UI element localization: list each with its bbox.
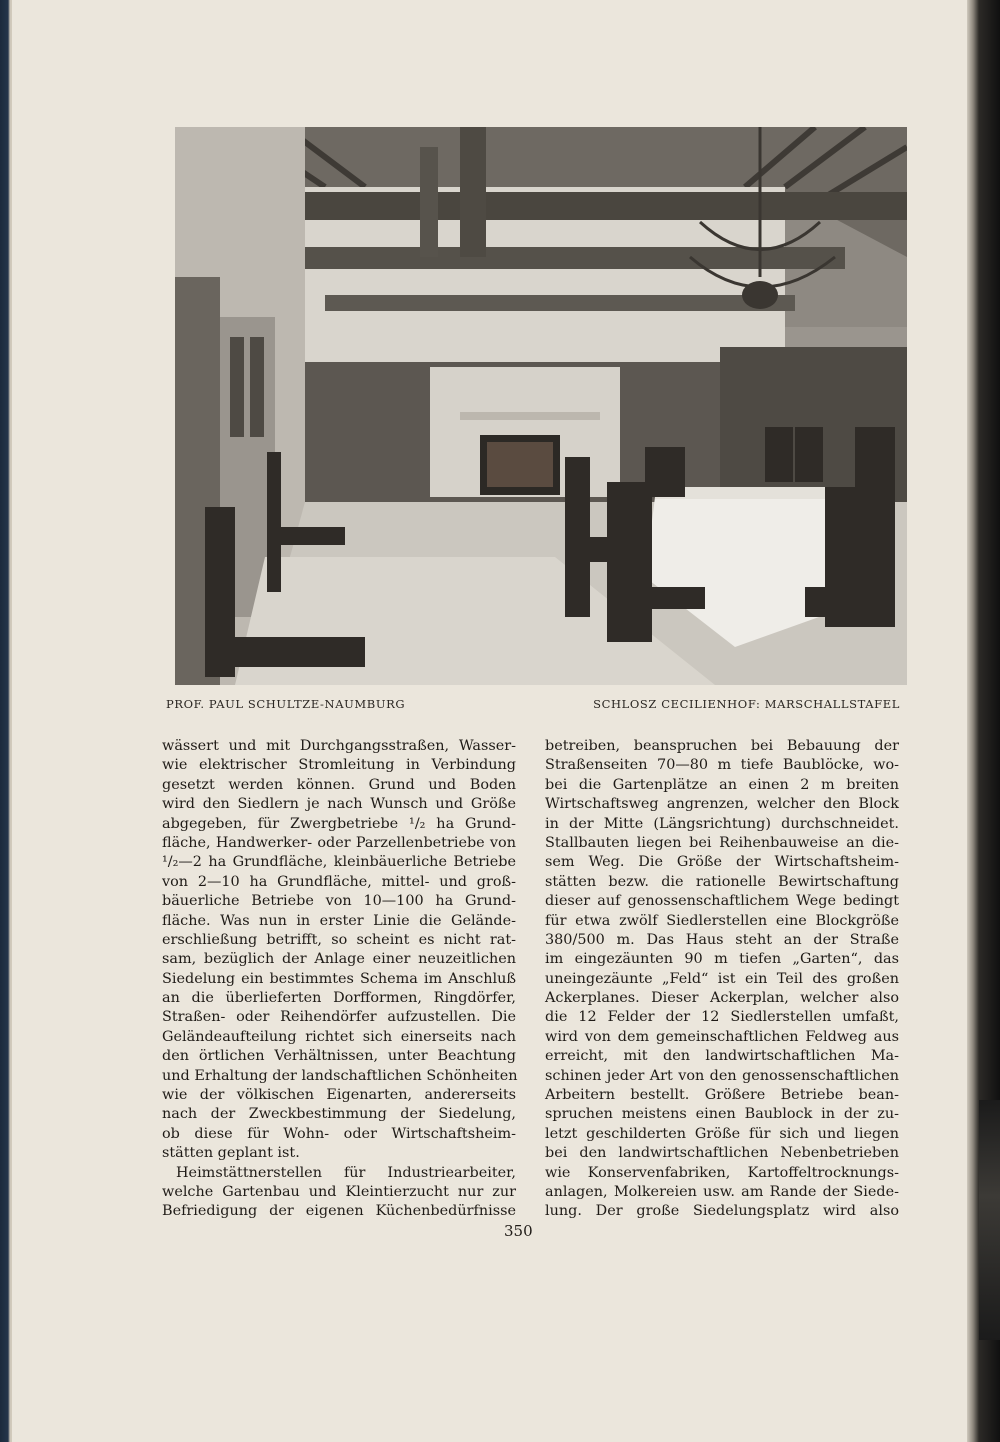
text-line: erschließung betrifft, so scheint es nicht rat- — [162, 931, 516, 948]
spine-shadow — [979, 1100, 1000, 1340]
text-line: fläche. Was nun in erster Linie die Gelände- — [162, 912, 516, 929]
text-column-left — [162, 737, 516, 1222]
text-line: 380/500 m. Das Haus steht an der Straße — [545, 931, 899, 948]
text-line: stätten bezw. die rationelle Bewirtschaftung — [545, 873, 899, 890]
text-line: Arbeitern bestellt. Größere Betriebe bean- — [545, 1087, 899, 1104]
text-line: uneingezäunte „Feld“ ist ein Teil des großen — [545, 970, 899, 987]
text-line: bäuerliche Betriebe von 10—100 ha Grund- — [162, 893, 516, 910]
text-line: abgegeben, für Zwergbetriebe ¹/₂ ha Grund- — [162, 815, 516, 832]
text-line: fläche, Handwerker- oder Parzellenbetriebe von — [162, 834, 516, 851]
page-number: 350 — [504, 1222, 533, 1240]
text-line: erreicht, mit den landwirtschaftlichen Ma- — [545, 1048, 899, 1065]
text-line: in der Mitte (Längsrichtung) durchschneidet. — [545, 815, 899, 832]
text-line: für etwa zwölf Siedlerstellen eine Blockgröße — [545, 912, 899, 929]
text-line: und Erhaltung der landschaftlichen Schönheiten — [162, 1067, 518, 1084]
photo-caption-author: PROF. PAUL SCHULTZE-NAUMBURG — [166, 697, 406, 711]
text-line: Stallbauten liegen bei Reihenbauweise an die- — [545, 834, 899, 851]
text-line: den örtlichen Verhältnissen, unter Beachtung — [162, 1048, 516, 1065]
text-line: dieser auf genossenschaftlichem Wege bedingt — [545, 893, 899, 910]
text-line: Wirtschaftsweg angrenzen, welcher den Block — [545, 796, 899, 813]
text-line: stätten geplant ist. — [162, 1145, 300, 1162]
text-line: anlagen, Molkereien usw. am Rande der Siede- — [545, 1183, 899, 1200]
text-line: lung. Der große Siedelungsplatz wird also — [545, 1203, 899, 1220]
text-line: schinen jeder Art von den genossenschaftlichen — [545, 1067, 899, 1084]
text-line: Geländeaufteilung richtet sich einerseits nach — [162, 1028, 516, 1045]
text-line: nach der Zweckbestimmung der Siedelung, — [162, 1106, 516, 1123]
text-column-right — [545, 737, 899, 1222]
text-line: ¹/₂—2 ha Grundfläche, kleinbäuerliche Betriebe — [162, 854, 516, 871]
text-line: bei die Gartenplätze an einen 2 m breiten — [545, 776, 899, 793]
text-line: ob diese für Wohn- oder Wirtschaftsheim- — [162, 1125, 516, 1142]
text-line: wie elektrischer Stromleitung in Verbindung — [162, 757, 516, 774]
text-line: spruchen meistens einen Baublock in der zu- — [545, 1106, 899, 1123]
text-line: Straßen- oder Reihendörfer aufzustellen. Die — [162, 1009, 516, 1026]
text-line: Siedelung ein bestimmtes Schema im Anschluß — [162, 970, 516, 987]
photograph-marschallstafel — [175, 127, 907, 685]
text-line: welche Gartenbau und Kleintierzucht nur zur — [162, 1183, 516, 1200]
photo-caption-title: SCHLOSZ CECILIENHOF: MARSCHALLSTAFEL — [593, 697, 900, 711]
text-line: wird von dem gemeinschaftlichen Feldweg aus — [545, 1028, 899, 1045]
text-line: betreiben, beanspruchen bei Bebauung der — [545, 738, 899, 754]
photograph-dining-hall-icon — [175, 127, 907, 685]
text-line: wässert und mit Durchgangsstraßen, Wasser- — [162, 738, 516, 754]
text-line: die 12 Felder der 12 Siedlerstellen umfaßt, — [545, 1009, 899, 1026]
text-line: an die überlieferten Dorfformen, Ringdörfer, — [162, 990, 516, 1007]
text-line: Straßenseiten 70—80 m tiefe Baublöcke, wo- — [545, 757, 899, 774]
text-line: bei den landwirtschaftlichen Nebenbetrieben — [545, 1145, 899, 1162]
text-line: wie Konservenfabriken, Kartoffeltrocknungs- — [545, 1164, 899, 1181]
text-line: Befriedigung der eigenen Küchenbedürfnisse — [162, 1203, 516, 1220]
text-line: wie der völkischen Eigenarten, andererseits — [162, 1087, 516, 1104]
text-line: wird den Siedlern je nach Wunsch und Größe — [162, 796, 516, 813]
text-line: von 2—10 ha Grundfläche, mittel- und groß- — [162, 873, 516, 890]
text-line: im eingezäunten 90 m tiefen „Garten“, das — [545, 951, 899, 968]
book-spine-edge — [967, 0, 1000, 1442]
text-line: sem Weg. Die Größe der Wirtschaftsheim- — [545, 854, 899, 871]
text-line: Heimstättnerstellen für Industriearbeiter, — [176, 1164, 516, 1181]
text-line: letzt geschilderten Größe für sich und liegen — [545, 1125, 899, 1142]
text-line: gesetzt werden können. Grund und Boden — [162, 776, 516, 793]
text-line: sam, bezüglich der Anlage einer neuzeitlichen — [162, 951, 516, 968]
text-line: Ackerplanes. Dieser Ackerplan, welcher also — [545, 990, 899, 1007]
